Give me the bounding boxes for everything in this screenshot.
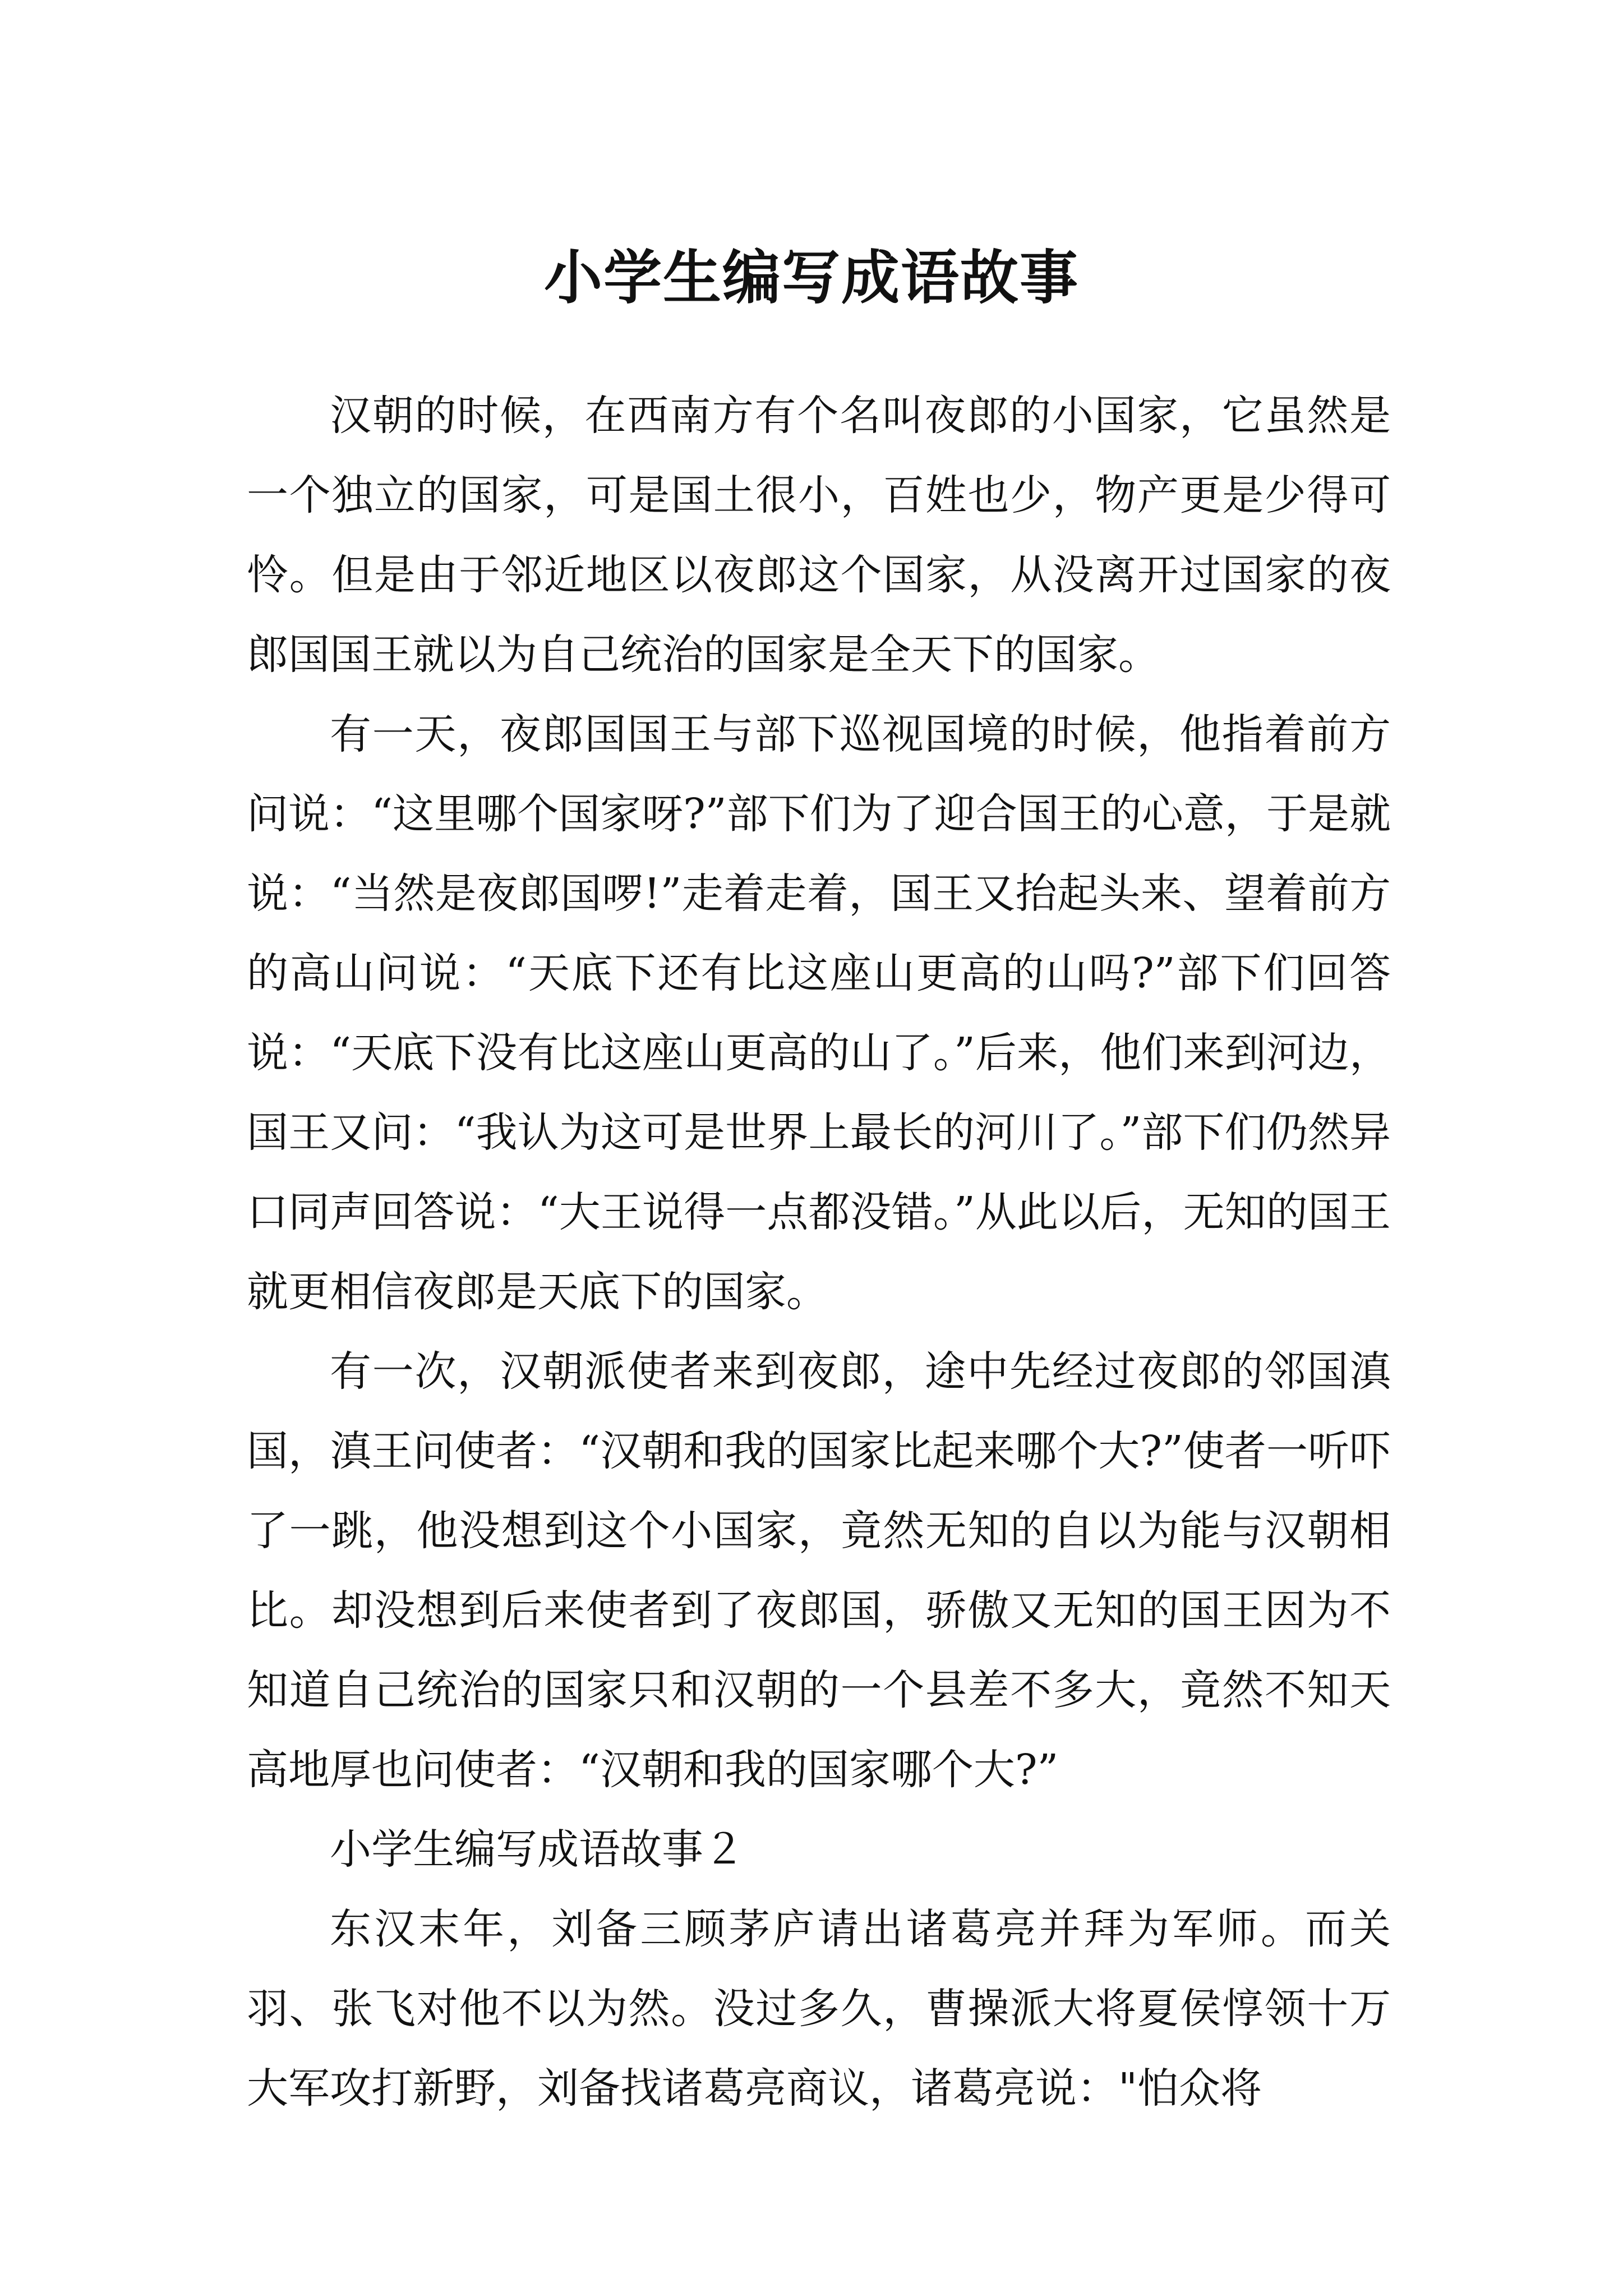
paragraph-1: 汉朝的时候，在西南方有个名叫夜郎的小国家，它虽然是一个独立的国家，可是国土很小，百姓也少，物产更是少得可怜。但是由于邻近地区以夜郎这个国家，从没离开过国家的夜郎国国王就以为自己统治的国家是全天下的国家。 — [247, 392, 1391, 679]
document-body — [247, 376, 1391, 2128]
paragraph-4: 东汉末年，刘备三顾茅庐请出诸葛亮并拜为军师。而关羽、张飞对他不以为然。没过多久，曹操派大将夏侯惇领十万大军攻打新野，刘备找诸葛亮商议，诸葛亮说："怕众将 — [247, 1905, 1391, 2113]
document-title: 小学生编写成语故事 — [543, 242, 1079, 312]
paragraph-3: 有一次，汉朝派使者来到夜郎，途中先经过夜郎的邻国滇国，滇王问使者：“汉朝和我的国家比起来哪个大?”使者一听吓了一跳，他没想到这个小国家，竟然无知的自以为能与汉朝相比。却没想到后来使者到了夜郎国，骄傲又无知的国王因为不知道自己统治的国家只和汉朝的一个县差不多大，竟然不知天高地厚也问使者：“汉朝和我的国家哪个大?” — [247, 1347, 1391, 1794]
section-heading-2: 小学生编写成语故事２ — [330, 1825, 745, 1874]
paragraph-2: 有一天，夜郎国国王与部下巡视国境的时候，他指着前方问说：“这里哪个国家呀?”部下们为了迎合国王的心意，于是就说：“当然是夜郎国啰!”走着走着，国王又抬起头来、望着前方的高山问说：“天底下还有比这座山更高的山吗?”部下们回答说：“天底下没有比这座山更高的山了。”后来，他们来到河边，国王又问：“我认为这可是世界上最长的河川了。”部下们仍然异口同声回答说：“大王说得一点都没错。”从此以后，无知的国王就更相信夜郎是天底下的国家。 — [247, 710, 1391, 1316]
